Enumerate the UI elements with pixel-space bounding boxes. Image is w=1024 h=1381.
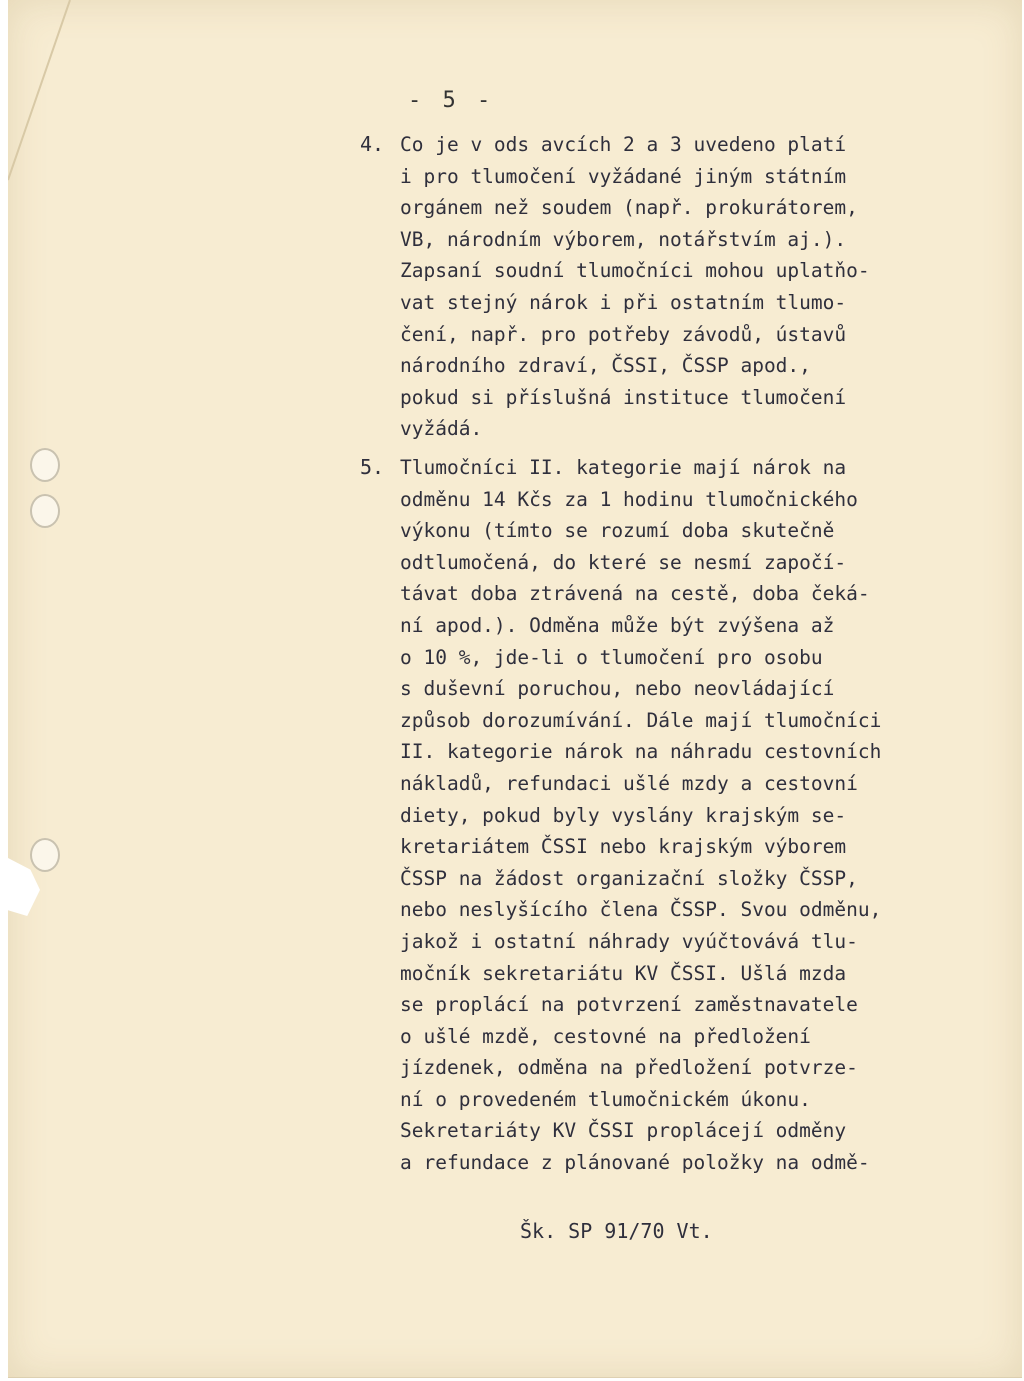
text-line: vyžádá. [400, 417, 483, 441]
text-line: orgánem než soudem (např. prokurátorem, [400, 196, 858, 220]
text-line: a refundace z plánované položky na odmě- [400, 1151, 870, 1175]
text-line: způsob dorozumívání. Dále mají tlumočníci [400, 708, 882, 732]
text-line: II. kategorie nárok na náhradu cestovních [400, 740, 882, 764]
page-number: - 5 - [408, 88, 495, 113]
text-line: o 10 %, jde-li o tlumočení pro osobu [400, 645, 823, 669]
text-line: i pro tlumočení vyžádané jiným státním [400, 164, 847, 188]
text-line: ní o provedeném tlumočnickém úkonu. [400, 1087, 811, 1111]
punch-hole-second [30, 494, 60, 528]
text-line: odměnu 14 Kčs za 1 hodinu tlumočnického [400, 487, 858, 511]
paragraph-text [400, 452, 881, 1179]
text-line: o ušlé mzdě, cestovné na předložení [400, 1024, 811, 1048]
text-line: nebo neslyšícího člena ČSSP. Svou odměnu, [400, 898, 882, 922]
text-line: Zapsaní soudní tlumočníci mohou uplatňo- [400, 259, 870, 283]
punch-hole-top [30, 448, 60, 482]
text-line: VB, národním výborem, notářstvím aj.). [400, 227, 847, 251]
text-line: Sekretariáty KV ČSSI proplácejí odměny [400, 1119, 847, 1143]
text-line: jakož i ostatní náhrady vyúčtovává tlu- [400, 929, 858, 953]
text-line: vat stejný nárok i při ostatním tlumo- [400, 290, 847, 314]
text-line: távat doba ztrávená na cestě, doba čeká- [400, 582, 870, 606]
text-line: Co je v ods avcích 2 a 3 uvedeno platí [400, 133, 847, 156]
text-line: výkonu (tímto se rozumí doba skutečně [400, 519, 835, 543]
text-line: kretariátem ČSSI nebo krajským výborem [400, 835, 847, 859]
paragraph-text [400, 129, 870, 445]
text-line: Tlumočníci II. kategorie mají nárok na [400, 456, 847, 479]
text-line: se proplácí na potvrzení zaměstnavatele [400, 993, 858, 1017]
text-line: odtlumočená, do které se nesmí započí- [400, 550, 847, 574]
document-reference: Šk. SP 91/70 Vt. [520, 1219, 713, 1243]
text-line: ní apod.). Odměna může být zvýšena až [400, 613, 835, 637]
punch-hole-bottom [30, 838, 60, 872]
text-line: pokud si příslušná instituce tlumočení [400, 385, 847, 409]
text-line: jízdenek, odměna na předložení potvrze- [400, 1056, 858, 1080]
text-line: močník sekretariátu KV ČSSI. Ušlá mzda [400, 961, 847, 985]
document-page [8, 0, 1022, 1378]
paragraph-number: 4. [360, 132, 385, 156]
text-line: národního zdraví, ČSSI, ČSSP apod., [400, 354, 811, 378]
text-line: čení, např. pro potřeby závodů, ústavů [400, 322, 847, 346]
text-line: diety, pokud byly vyslány krajským se- [400, 803, 847, 827]
paragraph-number: 5. [360, 455, 385, 479]
text-line: nákladů, refundaci ušlé mzdy a cestovní [400, 771, 858, 795]
text-line: ČSSP na žádost organizační složky ČSSP, [400, 866, 858, 890]
text-line: s duševní poruchou, nebo neovládající [400, 677, 835, 701]
